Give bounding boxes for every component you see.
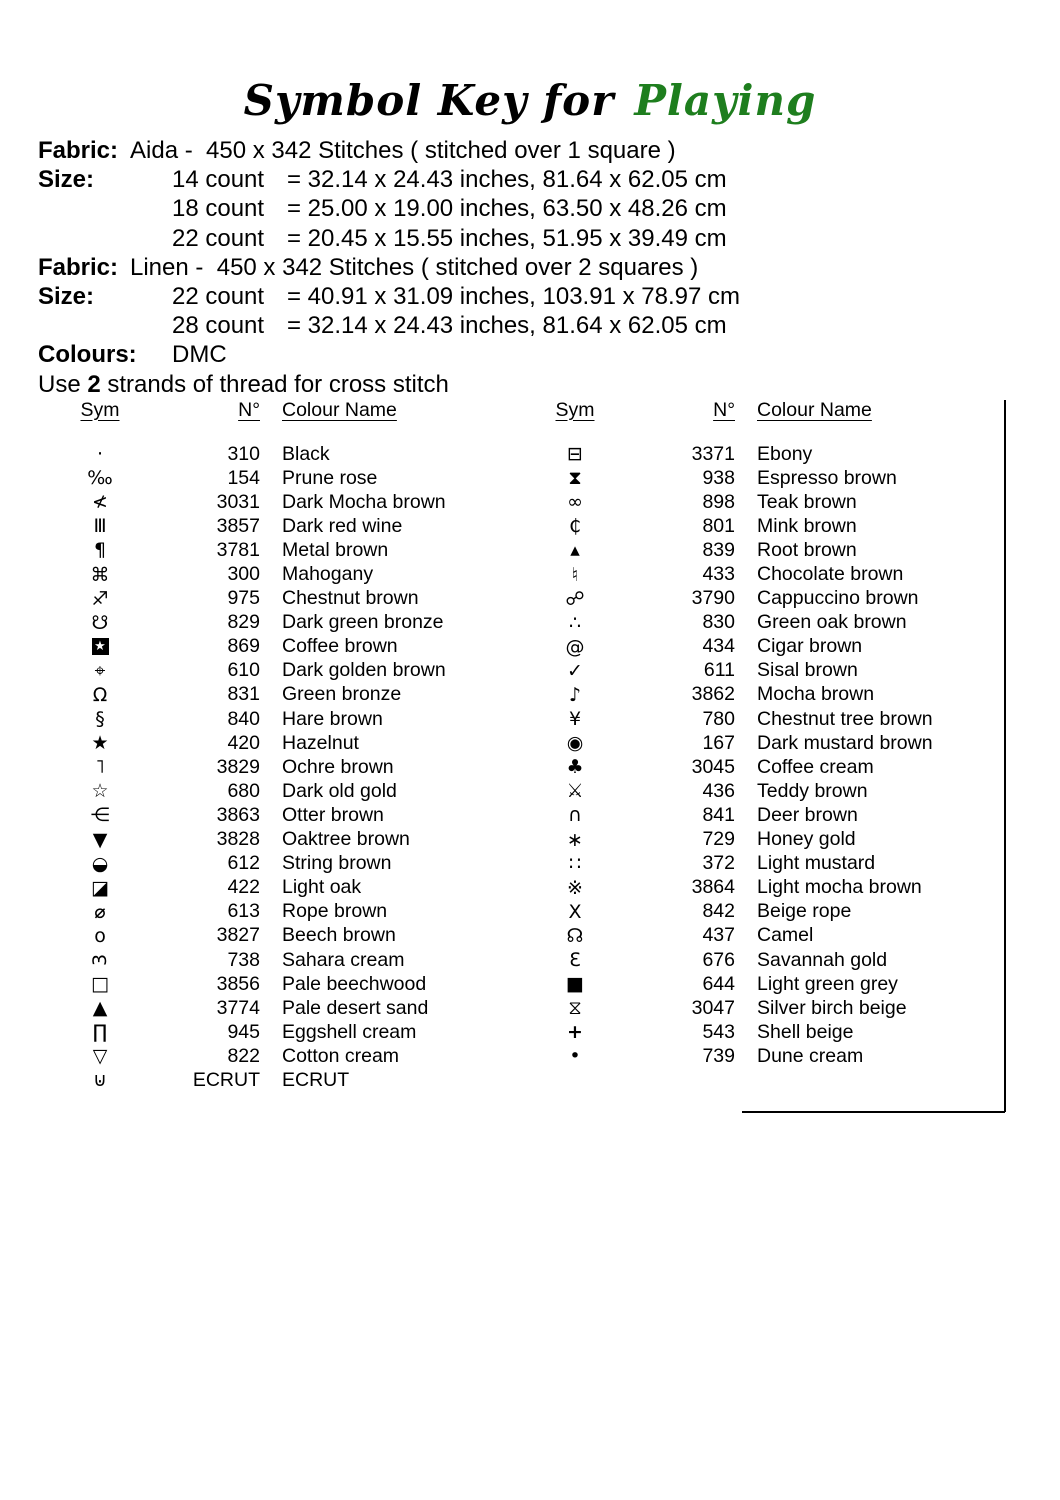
stitch-symbol: ⊍ [93, 1069, 107, 1092]
table-border-bottom [742, 1111, 1005, 1113]
dmc-number: 830 [702, 611, 735, 634]
stitch-symbol: o [94, 924, 106, 947]
colour-name: Black [282, 442, 330, 465]
dmc-number: 613 [227, 900, 260, 923]
stitch-symbol: ¥ [568, 708, 582, 731]
stitch-symbol: @ [565, 635, 585, 658]
stitch-symbol: ⧖ [568, 997, 582, 1020]
key-row [535, 562, 997, 586]
key-row [535, 635, 997, 659]
key-table-left [60, 398, 492, 1093]
colour-name: Dark mustard brown [757, 731, 933, 754]
dmc-number: 3828 [216, 828, 260, 851]
key-row [535, 996, 997, 1020]
colour-name: Cigar brown [757, 635, 863, 658]
spacer [38, 194, 172, 223]
stitch-symbol: □ [91, 973, 109, 996]
dmc-number: 610 [227, 659, 260, 682]
dmc-number: 3856 [216, 972, 260, 995]
size-line [38, 194, 740, 223]
stitch-symbol: ⧗ [568, 467, 582, 490]
colour-name: Hare brown [282, 707, 383, 730]
key-row [60, 803, 492, 827]
colour-name: Rope brown [282, 900, 388, 923]
key-row [535, 442, 997, 466]
colours-label: Colours: [38, 341, 137, 369]
key-row [535, 779, 997, 803]
size-line [38, 165, 740, 194]
dmc-number: 3031 [216, 490, 260, 513]
stitch-symbol: ∗ [567, 828, 583, 851]
key-table-header [535, 398, 997, 422]
stitch-symbol: ★ [91, 732, 109, 755]
dims-value: = 25.00 x 19.00 inches, 63.50 x 48.26 cm [287, 195, 727, 223]
stitch-symbol: ★ [92, 638, 109, 655]
size-line [38, 224, 740, 253]
colour-name: Teddy brown [757, 779, 868, 802]
colour-name: String brown [282, 852, 392, 875]
stitch-symbol: ⌖ [94, 659, 106, 682]
colour-name: ECRUT [282, 1068, 350, 1091]
strands-note [38, 370, 740, 399]
stitch-symbol: ¶ [93, 539, 107, 562]
dmc-number: 975 [227, 587, 260, 610]
dmc-number: 154 [227, 466, 260, 489]
dims-value: = 32.14 x 24.43 inches, 81.64 x 62.05 cm [287, 166, 727, 194]
spacer [130, 282, 172, 311]
table-border-right [1004, 400, 1006, 1112]
key-row [535, 948, 997, 972]
dmc-number: 300 [227, 563, 260, 586]
colour-name: Coffee cream [757, 755, 874, 778]
stitch-symbol: 3 [89, 953, 111, 967]
stitch-symbol: · [96, 443, 104, 466]
fabric-aida-line [38, 136, 740, 165]
stitch-symbol: ⚔ [566, 780, 584, 803]
header-number: N° [238, 398, 260, 421]
colour-name: Silver birch beige [757, 996, 907, 1019]
key-row [60, 972, 492, 996]
colour-name: Eggshell cream [282, 1020, 417, 1043]
colour-name: Oaktree brown [282, 828, 410, 851]
stitch-symbol: ∏ [92, 1021, 108, 1044]
stitch-symbol: ⌀ [94, 900, 106, 923]
colour-name: Dune cream [757, 1044, 864, 1067]
size-label: Size: [38, 166, 95, 194]
spacer [38, 224, 172, 253]
dims-value: = 20.45 x 15.55 inches, 51.95 x 39.49 cm [287, 224, 727, 252]
size-label: Size: [38, 283, 95, 311]
dmc-number: 3047 [691, 996, 735, 1019]
stitch-symbol: ◒ [91, 852, 109, 875]
dmc-number: 831 [227, 683, 260, 706]
stitch-symbol: ♪ [568, 683, 582, 706]
fabric-label: Fabric: [38, 253, 119, 281]
dmc-number: 644 [702, 972, 735, 995]
dmc-number: 840 [227, 707, 260, 730]
colour-name: Beech brown [282, 924, 396, 947]
key-row [60, 1044, 492, 1068]
colour-name: Pale desert sand [282, 996, 429, 1019]
size-line [38, 282, 740, 311]
key-row [60, 611, 492, 635]
key-row [535, 876, 997, 900]
colour-name: Light oak [282, 876, 362, 899]
dims-value: = 32.14 x 24.43 inches, 81.64 x 62.05 cm [287, 312, 727, 340]
title-pattern-name: Playing [634, 76, 817, 125]
colour-name: Root brown [757, 538, 857, 561]
colour-name: Honey gold [757, 828, 856, 851]
key-row [535, 972, 997, 996]
dmc-number: 433 [702, 563, 735, 586]
pattern-info [38, 136, 740, 399]
stitch-symbol: ▽ [92, 1045, 108, 1068]
key-row [535, 1044, 997, 1068]
key-row [535, 731, 997, 755]
colour-name: Cotton cream [282, 1044, 400, 1067]
colour-name: Mahogany [282, 563, 374, 586]
strands-prefix: Use [38, 370, 88, 398]
stitch-symbol: ˥ [95, 756, 105, 779]
key-rows-right [535, 442, 997, 1068]
key-row [535, 659, 997, 683]
stitch-symbol: Ⅲ [93, 515, 107, 538]
stitch-symbol: ✓ [567, 659, 583, 682]
dmc-number: 822 [227, 1044, 260, 1067]
colour-name: Light mocha brown [757, 876, 922, 899]
key-row [535, 1020, 997, 1044]
stitch-symbol: § [95, 708, 105, 731]
colour-name: Dark golden brown [282, 659, 446, 682]
dmc-number: 611 [703, 659, 735, 682]
dmc-number: 420 [227, 731, 260, 754]
header-number: N° [713, 398, 735, 421]
key-row [60, 900, 492, 924]
key-row [535, 514, 997, 538]
dmc-number: 3774 [216, 996, 260, 1019]
key-row [535, 924, 997, 948]
dmc-number: 434 [702, 635, 735, 658]
key-row [60, 635, 492, 659]
colour-name: Otter brown [282, 803, 384, 826]
header-colour-name: Colour Name [757, 398, 872, 421]
dmc-number: ECRUT [192, 1068, 260, 1091]
stitch-symbol: ⌘ [90, 563, 110, 586]
dims-value: = 40.91 x 31.09 inches, 103.91 x 78.97 cm [287, 283, 740, 311]
dmc-number: 842 [702, 900, 735, 923]
key-row [60, 852, 492, 876]
dmc-number: 676 [702, 948, 735, 971]
stitch-symbol: • [569, 1045, 581, 1068]
stitch-symbol: ∷ [568, 852, 582, 875]
colour-name: Coffee brown [282, 635, 398, 658]
count-value: 18 count [172, 195, 265, 223]
key-row [60, 1068, 492, 1092]
fabric-linen-line [38, 253, 740, 282]
dmc-number: 372 [702, 852, 735, 875]
colour-name: Chestnut brown [282, 587, 419, 610]
dmc-number: 680 [227, 779, 260, 802]
dmc-number: 729 [702, 828, 735, 851]
stitch-symbol: ☊ [566, 924, 584, 947]
key-row [60, 587, 492, 611]
dmc-number: 938 [702, 466, 735, 489]
colour-name: Dark Mocha brown [282, 490, 446, 513]
key-row [60, 924, 492, 948]
stitch-symbol: Ω [92, 683, 108, 706]
stitch-symbol: ▼ [92, 828, 108, 851]
colour-name: Sisal brown [757, 659, 858, 682]
stitch-symbol: ⋲ [90, 804, 110, 827]
colour-name: Sahara cream [282, 948, 405, 971]
dmc-number: 3863 [216, 803, 260, 826]
stitch-symbol: ☍ [565, 587, 585, 610]
dmc-number: 3045 [691, 755, 735, 778]
header-sym: Sym [80, 398, 120, 421]
stitch-symbol: ₵ [568, 515, 582, 538]
count-value: 22 count [172, 224, 265, 252]
dmc-number: 543 [702, 1020, 735, 1043]
key-row [60, 948, 492, 972]
colour-name: Ochre brown [282, 755, 394, 778]
header-sym: Sym [555, 398, 595, 421]
colour-name: Light green grey [757, 972, 898, 995]
dmc-number: 780 [702, 707, 735, 730]
key-row [60, 996, 492, 1020]
key-row [535, 538, 997, 562]
stitch-symbol: X [568, 900, 582, 923]
count-value: 28 count [172, 312, 265, 340]
key-row [60, 538, 492, 562]
spacer [130, 165, 172, 194]
colour-name: Mink brown [757, 514, 857, 537]
stitch-symbol: ※ [567, 876, 583, 899]
key-row [60, 1020, 492, 1044]
count-value: 14 count [172, 166, 265, 194]
stitch-symbol: ≮ [92, 491, 108, 514]
spacer [130, 340, 172, 369]
stitch-symbol: ∩ [568, 804, 582, 827]
colour-name: Dark green bronze [282, 611, 444, 634]
colour-name: Cappuccino brown [757, 587, 919, 610]
stitch-symbol: ‰ [87, 467, 113, 490]
stitch-symbol: ■ [566, 973, 584, 996]
fabric-value: Linen - 450 x 342 Stitches ( stitched over 2 squares ) [130, 253, 699, 281]
dmc-number: 3864 [691, 876, 735, 899]
dmc-number: 612 [227, 852, 260, 875]
count-value: 22 count [172, 283, 265, 311]
stitch-symbol: ◪ [91, 876, 109, 899]
colour-name: Savannah gold [757, 948, 888, 971]
stitch-symbol: ▴ [570, 539, 580, 562]
key-row [60, 876, 492, 900]
key-row [60, 755, 492, 779]
key-table-header [60, 398, 492, 422]
dmc-number: 898 [702, 490, 735, 513]
colours-value: DMC [172, 341, 227, 369]
stitch-symbol: ☋ [91, 611, 109, 634]
key-row [60, 490, 492, 514]
title-main: Symbol Key for [243, 76, 615, 125]
key-row [535, 755, 997, 779]
size-line [38, 311, 740, 340]
key-row [60, 466, 492, 490]
colour-name: Mocha brown [757, 683, 875, 706]
dmc-number: 3862 [691, 683, 735, 706]
dmc-number: 436 [702, 779, 735, 802]
stitch-symbol: ▲ [92, 997, 108, 1020]
colour-name: Light mustard [757, 852, 876, 875]
key-row [535, 587, 997, 611]
colour-name: Beige rope [757, 900, 852, 923]
dmc-number: 3371 [691, 442, 735, 465]
stitch-symbol: Ɛ [569, 949, 581, 972]
colour-name: Deer brown [757, 803, 858, 826]
key-row [535, 611, 997, 635]
key-row [535, 490, 997, 514]
dmc-number: 739 [702, 1044, 735, 1067]
dmc-number: 3781 [216, 538, 260, 561]
key-row [60, 562, 492, 586]
colour-name: Chocolate brown [757, 563, 904, 586]
key-row [535, 803, 997, 827]
key-row [60, 707, 492, 731]
dmc-number: 437 [702, 924, 735, 947]
colour-name: Green oak brown [757, 611, 907, 634]
stitch-symbol: + [567, 1021, 583, 1044]
colour-name: Shell beige [757, 1020, 854, 1043]
dmc-number: 869 [227, 635, 260, 658]
dmc-number: 3829 [216, 755, 260, 778]
dmc-number: 841 [702, 803, 735, 826]
dmc-number: 3857 [216, 514, 260, 537]
dmc-number: 3827 [216, 924, 260, 947]
colour-name: Espresso brown [757, 466, 897, 489]
fabric-label: Fabric: [38, 137, 119, 164]
colour-name: Dark red wine [282, 514, 403, 537]
dmc-number: 310 [227, 442, 260, 465]
key-row [535, 828, 997, 852]
key-row [535, 466, 997, 490]
key-row [535, 707, 997, 731]
fabric-value: Aida - 450 x 342 Stitches ( stitched over 1 square ) [130, 137, 676, 164]
dmc-number: 738 [227, 948, 260, 971]
key-row [60, 659, 492, 683]
dmc-number: 3790 [691, 587, 735, 610]
colour-name: Chestnut tree brown [757, 707, 933, 730]
key-row [60, 683, 492, 707]
colour-name: Metal brown [282, 538, 389, 561]
key-row [60, 828, 492, 852]
key-rows-left [60, 442, 492, 1093]
strands-suffix: strands of thread for cross stitch [100, 370, 449, 398]
dmc-number: 829 [227, 611, 260, 634]
stitch-symbol: ⊟ [567, 443, 583, 466]
colour-name: Camel [757, 924, 814, 947]
colour-name: Ebony [757, 442, 813, 465]
key-row [535, 900, 997, 924]
key-row [60, 514, 492, 538]
stitch-symbol: ∴ [568, 611, 582, 634]
page-title [0, 76, 1060, 125]
stitch-symbol: ☆ [91, 780, 109, 803]
colours-line [38, 340, 740, 369]
key-table-right [535, 398, 997, 1068]
key-row [60, 442, 492, 466]
dmc-number: 839 [702, 538, 735, 561]
colour-name: Hazelnut [282, 731, 359, 754]
key-row [60, 779, 492, 803]
colour-name: Green bronze [282, 683, 402, 706]
header-colour-name: Colour Name [282, 398, 397, 421]
stitch-symbol: ♣ [566, 756, 584, 779]
colour-name: Dark old gold [282, 779, 397, 802]
strands-count: 2 [87, 370, 101, 398]
colour-name: Prune rose [282, 466, 378, 489]
colour-name: Teak brown [757, 490, 857, 513]
stitch-symbol: ∞ [567, 491, 583, 514]
key-row [535, 683, 997, 707]
stitch-symbol: ♮ [571, 563, 579, 586]
dmc-number: 945 [227, 1020, 260, 1043]
spacer [38, 311, 172, 340]
dmc-number: 167 [702, 731, 735, 754]
colour-name: Pale beechwood [282, 972, 427, 995]
stitch-symbol: ♐ [91, 587, 109, 610]
dmc-number: 801 [702, 514, 735, 537]
key-row [60, 731, 492, 755]
dmc-number: 422 [227, 876, 260, 899]
key-row [535, 852, 997, 876]
stitch-symbol: ◉ [566, 732, 584, 755]
